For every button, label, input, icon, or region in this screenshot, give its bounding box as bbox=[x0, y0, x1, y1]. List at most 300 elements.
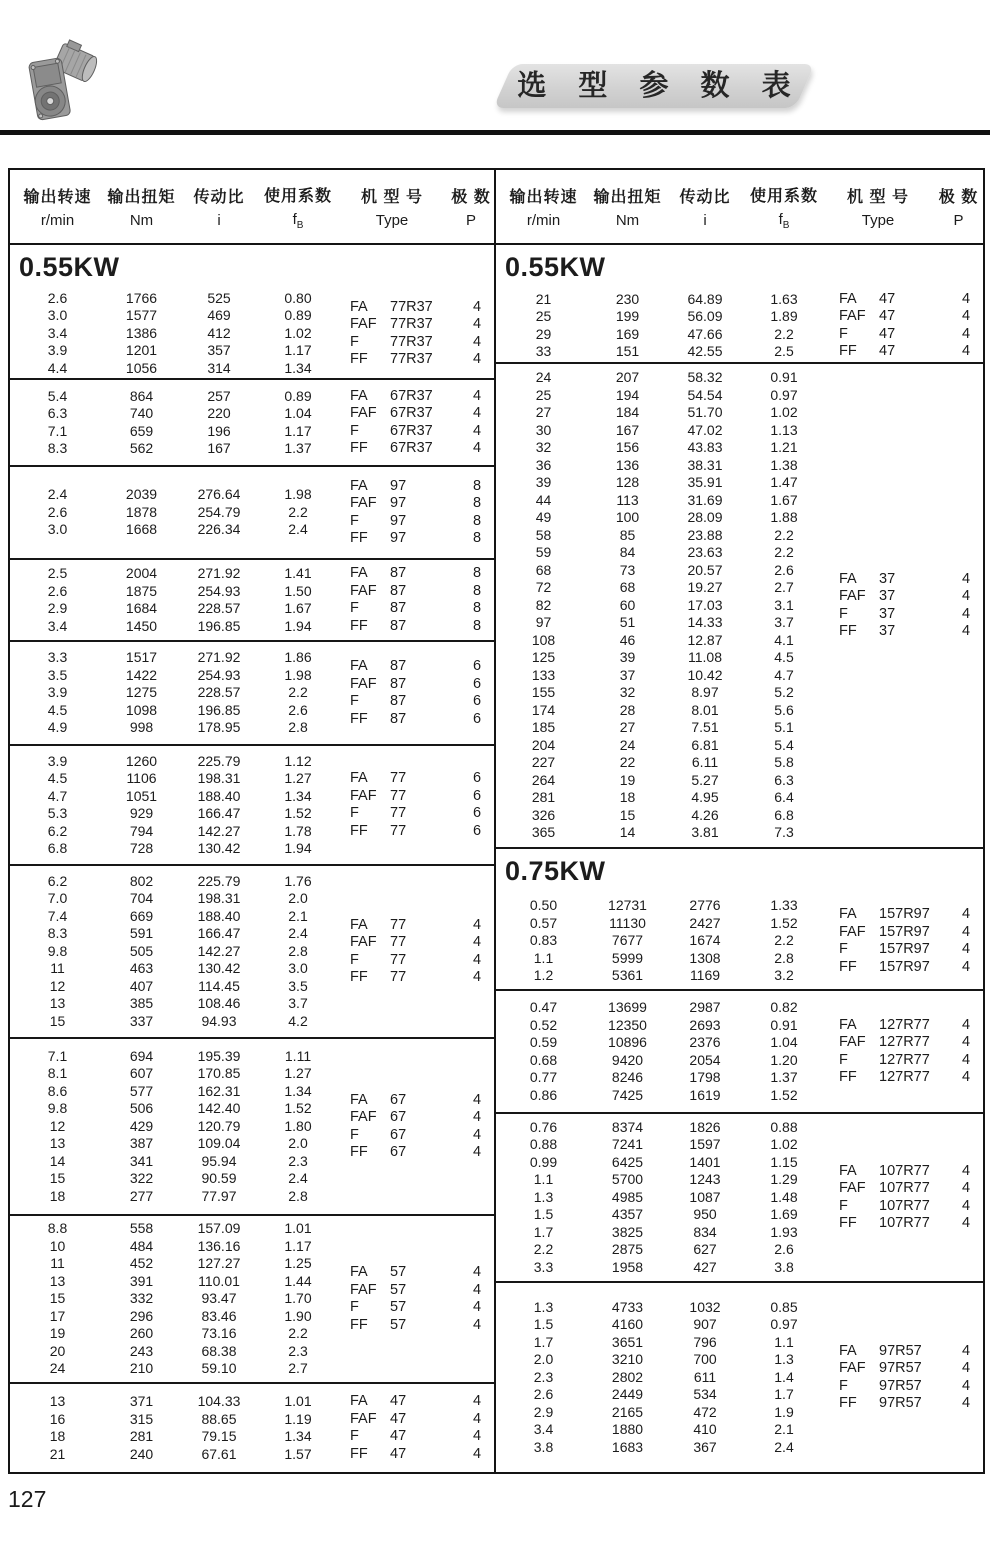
table-row bbox=[496, 1404, 822, 1422]
table-row bbox=[496, 950, 822, 968]
type-prefix: F bbox=[350, 1299, 359, 1315]
cell-ratio: 700 bbox=[693, 1351, 717, 1368]
cell-torque: 68 bbox=[619, 579, 636, 596]
cell-speed: 19 bbox=[49, 1325, 66, 1342]
type-model: 37 bbox=[879, 588, 896, 604]
type-model: 77 bbox=[390, 805, 407, 821]
table-row bbox=[10, 504, 336, 522]
cell-torque: 207 bbox=[615, 369, 640, 386]
cell-torque: 728 bbox=[129, 840, 154, 856]
table-row bbox=[10, 753, 336, 771]
header-label-unit: $f_B$ bbox=[778, 210, 790, 231]
cell-ratio: 3.81 bbox=[691, 824, 719, 841]
cell-ratio: 357 bbox=[207, 342, 231, 359]
cell-torque: 194 bbox=[615, 386, 640, 403]
cell-ratio: 94.93 bbox=[201, 1012, 237, 1029]
type-row bbox=[825, 941, 983, 959]
cell-service-factor: 1.48 bbox=[770, 1188, 798, 1205]
cell-ratio: 77.97 bbox=[201, 1187, 237, 1204]
cell-speed: 0.99 bbox=[529, 1153, 558, 1170]
pole-count: 4 bbox=[472, 422, 482, 439]
cell-torque: 8246 bbox=[611, 1069, 644, 1085]
type-block bbox=[336, 1384, 494, 1472]
table-row bbox=[10, 770, 336, 788]
cell-ratio: 2054 bbox=[689, 1051, 721, 1068]
cell-service-factor: 0.91 bbox=[770, 1016, 798, 1033]
cell-ratio: 427 bbox=[693, 1258, 717, 1275]
table-row bbox=[10, 995, 336, 1013]
cell-ratio: 5.27 bbox=[691, 771, 719, 788]
pole-count: 6 bbox=[472, 710, 482, 727]
pole-count: 4 bbox=[961, 906, 971, 922]
cell-speed: 4.9 bbox=[47, 719, 68, 736]
cell-service-factor: 1.89 bbox=[770, 308, 798, 324]
cell-speed: 9.8 bbox=[47, 942, 68, 959]
type-model: 87 bbox=[390, 617, 407, 634]
table-row bbox=[10, 521, 336, 539]
cell-ratio: 226.34 bbox=[197, 521, 241, 538]
cell-speed: 3.9 bbox=[47, 752, 68, 769]
table-row bbox=[10, 290, 336, 308]
cell-torque: 24 bbox=[619, 736, 636, 753]
table-row bbox=[496, 915, 822, 933]
cell-ratio: 90.59 bbox=[201, 1170, 237, 1187]
cell-service-factor: 1.11 bbox=[284, 1047, 312, 1064]
type-prefix: FA bbox=[839, 1342, 857, 1359]
type-prefix: FF bbox=[839, 343, 857, 359]
type-prefix: FAF bbox=[839, 1180, 866, 1196]
cell-torque: 37 bbox=[619, 666, 636, 683]
type-model: 107R77 bbox=[879, 1215, 930, 1231]
power-rating-label: 0.55KW bbox=[19, 251, 120, 282]
cell-speed: 185 bbox=[531, 719, 556, 736]
data-rows bbox=[496, 1283, 822, 1472]
header-label-zh: 输出转速 bbox=[23, 189, 92, 206]
pole-count: 4 bbox=[961, 1034, 971, 1050]
type-prefix: F bbox=[839, 325, 848, 342]
type-prefix: FF bbox=[839, 623, 857, 639]
data-rows bbox=[10, 380, 336, 465]
data-rows bbox=[10, 289, 336, 378]
table-row bbox=[10, 1118, 336, 1136]
type-row bbox=[336, 565, 494, 583]
type-prefix: FAF bbox=[350, 405, 377, 421]
cell-service-factor: 1.88 bbox=[770, 509, 798, 526]
table-row bbox=[10, 1393, 336, 1411]
pole-count: 4 bbox=[961, 325, 971, 342]
cell-speed: 14 bbox=[49, 1152, 66, 1169]
type-prefix: FF bbox=[350, 710, 368, 727]
pole-count: 4 bbox=[472, 298, 482, 315]
table-row bbox=[10, 1048, 336, 1066]
cell-torque: 2165 bbox=[611, 1403, 644, 1420]
cell-torque: 28 bbox=[619, 701, 636, 718]
pole-count: 4 bbox=[472, 916, 482, 933]
table-row bbox=[496, 343, 822, 361]
type-prefix: FF bbox=[350, 440, 368, 456]
cell-speed: 2.6 bbox=[47, 289, 68, 306]
cell-torque: 371 bbox=[129, 1393, 154, 1409]
cell-ratio: 196 bbox=[207, 422, 231, 439]
type-model: 87 bbox=[390, 600, 407, 616]
type-model: 157R97 bbox=[879, 941, 930, 957]
cell-service-factor: 1.02 bbox=[284, 324, 312, 341]
table-row bbox=[496, 1154, 822, 1172]
type-row bbox=[336, 316, 494, 334]
cell-ratio: 2987 bbox=[689, 999, 721, 1015]
pole-count: 8 bbox=[472, 565, 482, 581]
cell-torque: 3651 bbox=[611, 1333, 644, 1350]
cell-torque: 2802 bbox=[611, 1368, 644, 1385]
type-model: 37 bbox=[879, 605, 896, 622]
cell-service-factor: 2.8 bbox=[774, 949, 794, 966]
cell-speed: 32 bbox=[535, 439, 552, 456]
pole-count: 4 bbox=[472, 440, 482, 456]
cell-torque: 740 bbox=[129, 405, 154, 421]
cell-speed: 8.1 bbox=[47, 1065, 68, 1082]
header-label-zh: 传动比 bbox=[193, 189, 245, 206]
cell-service-factor: 2.6 bbox=[288, 701, 308, 718]
cell-service-factor: 2.8 bbox=[288, 942, 308, 959]
pole-count: 4 bbox=[472, 1264, 482, 1280]
cell-service-factor: 1.70 bbox=[284, 1290, 312, 1307]
cell-torque: 11130 bbox=[609, 914, 646, 931]
type-block bbox=[336, 1039, 494, 1214]
cell-service-factor: 1.12 bbox=[284, 752, 312, 769]
type-block bbox=[825, 364, 983, 847]
type-block bbox=[336, 642, 494, 744]
cell-speed: 12 bbox=[49, 977, 66, 994]
cell-torque: 32 bbox=[619, 684, 636, 701]
type-block bbox=[336, 467, 494, 558]
header-label-zh: 极 数 bbox=[451, 189, 491, 206]
type-model: 127R77 bbox=[879, 1016, 930, 1033]
cell-speed: 0.50 bbox=[529, 897, 558, 914]
cell-ratio: 14.33 bbox=[687, 614, 723, 631]
table-row bbox=[496, 1351, 822, 1369]
cell-speed: 1.5 bbox=[533, 1206, 554, 1223]
type-prefix: FA bbox=[350, 298, 368, 315]
table-row bbox=[10, 1100, 336, 1118]
type-prefix: FAF bbox=[839, 588, 866, 604]
type-row bbox=[825, 308, 983, 326]
type-prefix: F bbox=[350, 693, 359, 709]
cell-speed: 108 bbox=[531, 631, 556, 648]
cell-torque: 4733 bbox=[611, 1298, 644, 1315]
table-row bbox=[10, 649, 336, 667]
cell-service-factor: 0.97 bbox=[770, 1316, 798, 1333]
cell-service-factor: 1.94 bbox=[284, 617, 312, 634]
cell-service-factor: 1.37 bbox=[770, 1069, 798, 1085]
cell-torque: 315 bbox=[129, 1410, 154, 1427]
pole-count: 6 bbox=[472, 787, 482, 804]
cell-service-factor: 1.34 bbox=[284, 359, 312, 376]
cell-speed: 3.4 bbox=[533, 1421, 554, 1438]
type-row bbox=[825, 571, 983, 589]
cell-torque: 1422 bbox=[125, 666, 158, 683]
cell-service-factor: 2.5 bbox=[774, 343, 794, 359]
cell-ratio: 907 bbox=[693, 1316, 717, 1333]
type-prefix: FF bbox=[839, 1215, 857, 1231]
cell-ratio: 79.15 bbox=[201, 1428, 237, 1444]
cell-speed: 3.4 bbox=[47, 617, 68, 634]
cell-service-factor: 1.52 bbox=[770, 1086, 798, 1103]
type-model: 87 bbox=[390, 710, 407, 727]
type-model: 37 bbox=[879, 570, 896, 587]
header-label-zh: 使用系数 bbox=[263, 187, 332, 205]
cell-service-factor: 4.5 bbox=[774, 649, 794, 666]
cell-ratio: 56.09 bbox=[687, 308, 723, 324]
cell-torque: 4160 bbox=[611, 1316, 644, 1333]
type-row bbox=[336, 917, 494, 935]
cell-service-factor: 0.97 bbox=[770, 386, 798, 403]
type-model: 57 bbox=[390, 1299, 407, 1315]
type-prefix: FA bbox=[839, 1162, 857, 1179]
type-row bbox=[336, 1092, 494, 1110]
table-row bbox=[10, 1411, 336, 1429]
header-col bbox=[10, 170, 105, 243]
cell-speed: 15 bbox=[49, 1012, 66, 1029]
cell-speed: 59 bbox=[535, 544, 552, 561]
cell-ratio: 38.31 bbox=[687, 456, 723, 473]
cell-service-factor: 1.80 bbox=[284, 1117, 312, 1134]
pole-count: 4 bbox=[472, 1316, 482, 1333]
parameter-group bbox=[10, 378, 494, 465]
type-model: 87 bbox=[390, 658, 407, 674]
type-row bbox=[825, 606, 983, 624]
type-row bbox=[336, 693, 494, 711]
pole-count: 6 bbox=[472, 822, 482, 839]
cell-speed: 3.0 bbox=[47, 521, 68, 538]
type-prefix: FAF bbox=[839, 923, 866, 940]
table-row bbox=[10, 360, 336, 378]
cell-service-factor: 1.29 bbox=[770, 1171, 798, 1188]
cell-torque: 27 bbox=[619, 719, 636, 736]
cell-ratio: 42.55 bbox=[687, 343, 723, 359]
type-model: 87 bbox=[390, 675, 407, 692]
cell-speed: 4.5 bbox=[47, 701, 68, 718]
cell-ratio: 130.42 bbox=[197, 840, 241, 856]
table-row bbox=[10, 1360, 336, 1378]
table-row bbox=[496, 772, 822, 790]
cell-ratio: 525 bbox=[207, 289, 231, 306]
cell-service-factor: 1.13 bbox=[770, 421, 798, 438]
cell-speed: 1.7 bbox=[533, 1333, 554, 1350]
type-prefix: FA bbox=[350, 477, 368, 494]
type-row bbox=[336, 1264, 494, 1282]
cell-service-factor: 1.41 bbox=[284, 565, 312, 581]
cell-speed: 30 bbox=[535, 421, 552, 438]
cell-ratio: 83.46 bbox=[201, 1307, 237, 1324]
selection-parameter-table bbox=[8, 168, 985, 1474]
cell-service-factor: 1.02 bbox=[770, 1136, 798, 1153]
table-row bbox=[496, 562, 822, 580]
cell-service-factor: 2.6 bbox=[774, 561, 794, 578]
cell-speed: 2.2 bbox=[533, 1241, 554, 1258]
parameter-group bbox=[10, 558, 494, 640]
header-label-zh: 机 型 号 bbox=[361, 189, 423, 206]
cell-ratio: 28.09 bbox=[687, 509, 723, 526]
cell-speed: 25 bbox=[535, 386, 552, 403]
type-model: 97R57 bbox=[879, 1395, 922, 1411]
type-row bbox=[336, 1299, 494, 1317]
type-prefix: F bbox=[350, 951, 359, 968]
table-row bbox=[496, 614, 822, 632]
header-label-unit: $f_B$ bbox=[292, 210, 304, 231]
header-col bbox=[664, 170, 746, 243]
pole-count: 8 bbox=[472, 477, 482, 494]
type-row bbox=[336, 478, 494, 496]
cell-service-factor: 2.1 bbox=[288, 907, 308, 924]
cell-service-factor: 2.2 bbox=[288, 1325, 308, 1342]
cell-torque: 1450 bbox=[125, 617, 158, 634]
type-row bbox=[336, 952, 494, 970]
type-prefix: F bbox=[350, 600, 359, 616]
type-prefix: FF bbox=[350, 1144, 368, 1160]
cell-service-factor: 2.4 bbox=[288, 521, 308, 538]
cell-speed: 155 bbox=[531, 684, 556, 701]
pole-count: 4 bbox=[472, 1281, 482, 1298]
cell-service-factor: 2.8 bbox=[288, 719, 308, 736]
cell-torque: 230 bbox=[615, 290, 640, 307]
cell-speed: 10 bbox=[49, 1237, 66, 1254]
cell-service-factor: 1.04 bbox=[284, 405, 312, 421]
table-row bbox=[10, 1170, 336, 1188]
type-model: 107R77 bbox=[879, 1180, 930, 1196]
cell-speed: 18 bbox=[49, 1428, 66, 1444]
pole-count: 4 bbox=[961, 290, 971, 307]
cell-service-factor: 5.8 bbox=[774, 754, 794, 771]
type-model: 77R37 bbox=[390, 316, 433, 332]
cell-ratio: 534 bbox=[693, 1386, 717, 1403]
cell-service-factor: 7.3 bbox=[774, 824, 794, 841]
cell-ratio: 8.01 bbox=[691, 701, 719, 718]
cell-service-factor: 1.3 bbox=[774, 1351, 794, 1368]
type-model: 97 bbox=[390, 477, 407, 494]
header-label-unit: i bbox=[217, 212, 221, 229]
pole-count: 6 bbox=[472, 805, 482, 821]
header-label-zh: 机 型 号 bbox=[847, 189, 909, 206]
table-row bbox=[10, 1135, 336, 1153]
cell-service-factor: 2.2 bbox=[774, 932, 794, 949]
type-prefix: F bbox=[350, 1428, 359, 1444]
table-row bbox=[10, 823, 336, 841]
cell-service-factor: 2.3 bbox=[288, 1342, 308, 1359]
cell-service-factor: 1.44 bbox=[284, 1272, 312, 1289]
pole-count: 4 bbox=[961, 588, 971, 604]
type-model: 127R77 bbox=[879, 1051, 930, 1068]
cell-service-factor: 0.89 bbox=[284, 387, 312, 404]
cell-ratio: 1674 bbox=[689, 932, 721, 949]
cell-service-factor: 1.67 bbox=[770, 491, 798, 508]
type-model: 77 bbox=[390, 951, 407, 968]
table-row bbox=[10, 1188, 336, 1206]
table-row bbox=[496, 326, 822, 344]
cell-speed: 0.83 bbox=[529, 932, 558, 949]
cell-speed: 18 bbox=[49, 1187, 66, 1204]
table-row bbox=[10, 423, 336, 441]
cell-ratio: 35.91 bbox=[687, 474, 723, 491]
pole-count: 6 bbox=[472, 658, 482, 674]
type-row bbox=[825, 1069, 983, 1087]
cell-service-factor: 1.21 bbox=[770, 439, 798, 456]
cell-ratio: 23.63 bbox=[687, 544, 723, 561]
cell-speed: 0.57 bbox=[529, 914, 558, 931]
cell-ratio: 54.54 bbox=[687, 386, 723, 403]
table-row bbox=[496, 1386, 822, 1404]
cell-speed: 4.5 bbox=[47, 770, 68, 786]
pole-count: 4 bbox=[472, 405, 482, 421]
cell-torque: 46 bbox=[619, 631, 636, 648]
pole-count: 4 bbox=[961, 1180, 971, 1196]
cell-ratio: 2693 bbox=[689, 1016, 721, 1033]
cell-torque: 6425 bbox=[611, 1153, 644, 1170]
cell-speed: 2.3 bbox=[533, 1368, 554, 1385]
header-label-zh: 传动比 bbox=[679, 189, 731, 206]
type-row bbox=[336, 513, 494, 531]
cell-service-factor: 1.52 bbox=[284, 1100, 312, 1117]
cell-service-factor: 2.1 bbox=[774, 1421, 794, 1438]
pole-count: 4 bbox=[472, 351, 482, 367]
table-row bbox=[496, 1206, 822, 1224]
cell-torque: 659 bbox=[129, 422, 154, 439]
cell-service-factor: 1.20 bbox=[770, 1051, 798, 1068]
cell-ratio: 6.81 bbox=[691, 736, 719, 753]
type-row bbox=[336, 334, 494, 352]
cell-torque: 19 bbox=[619, 771, 636, 788]
type-model: 67R37 bbox=[390, 405, 433, 421]
type-model: 97R57 bbox=[879, 1360, 922, 1376]
pole-count: 4 bbox=[961, 1197, 971, 1214]
type-row bbox=[825, 1180, 983, 1198]
cell-service-factor: 1.50 bbox=[284, 582, 312, 599]
type-row bbox=[336, 823, 494, 841]
cell-torque: 1668 bbox=[125, 521, 158, 538]
type-row bbox=[825, 343, 983, 361]
cell-torque: 387 bbox=[129, 1135, 154, 1152]
page-number: 127 bbox=[8, 1486, 47, 1512]
cell-ratio: 7.51 bbox=[691, 719, 719, 736]
table-row bbox=[10, 943, 336, 961]
cell-speed: 33 bbox=[535, 343, 552, 359]
type-block bbox=[825, 1283, 983, 1472]
cell-speed: 3.4 bbox=[47, 324, 68, 341]
type-model: 87 bbox=[390, 693, 407, 709]
cell-speed: 0.52 bbox=[529, 1016, 558, 1033]
cell-speed: 264 bbox=[531, 771, 556, 788]
cell-torque: 1766 bbox=[125, 289, 158, 306]
cell-service-factor: 2.4 bbox=[288, 1170, 308, 1187]
cell-torque: 694 bbox=[129, 1047, 154, 1064]
cell-speed: 2.6 bbox=[47, 582, 68, 599]
cell-ratio: 195.39 bbox=[197, 1047, 241, 1064]
table-row bbox=[496, 1136, 822, 1154]
cell-ratio: 108.46 bbox=[197, 995, 241, 1012]
table-row bbox=[496, 754, 822, 772]
pole-count: 8 bbox=[472, 512, 482, 529]
cell-torque: 1098 bbox=[125, 701, 158, 718]
table-row bbox=[496, 369, 822, 387]
type-prefix: F bbox=[350, 805, 359, 821]
table-row bbox=[496, 667, 822, 685]
cell-speed: 8.3 bbox=[47, 925, 68, 942]
cell-speed: 49 bbox=[535, 509, 552, 526]
table-row bbox=[496, 967, 822, 985]
cell-ratio: 11.08 bbox=[688, 649, 722, 666]
data-rows bbox=[496, 289, 822, 362]
pole-count: 4 bbox=[472, 316, 482, 332]
pole-count: 4 bbox=[472, 1393, 482, 1409]
